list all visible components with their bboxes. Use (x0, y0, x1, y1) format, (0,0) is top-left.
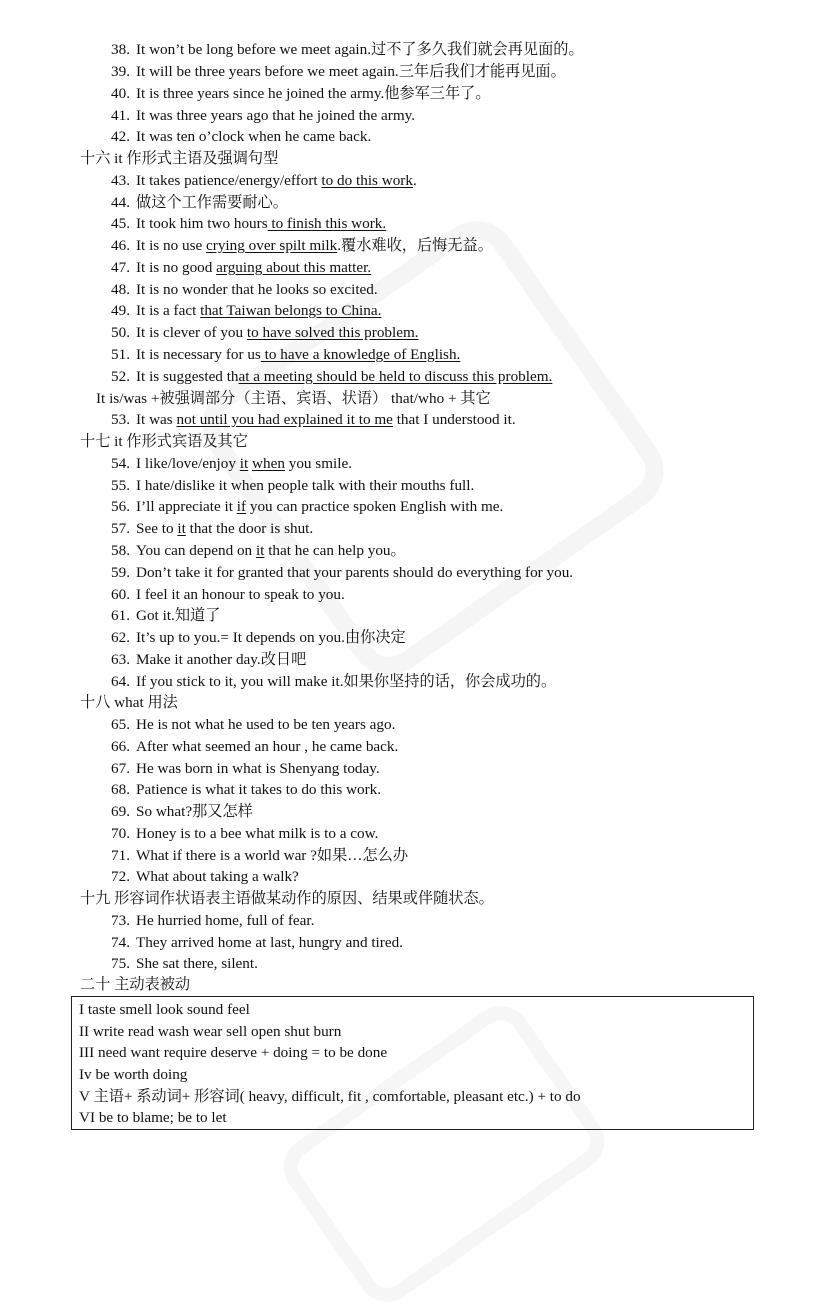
watermark-shape (187, 205, 680, 690)
box-line: VI be to blame; be to let (79, 1109, 227, 1126)
section-heading-19: 十九 形容词作状语表主语做某动作的原因、结果或伴随状态。 (80, 890, 494, 907)
list-item: 56. I’ll appreciate it if you can practice spoken English with me. (111, 498, 504, 515)
list-item: 50. It is clever of you to have solved this problem. (111, 324, 419, 341)
list-item: 67. He was born in what is Shenyang today. (111, 760, 380, 777)
passive-meaning-box (71, 996, 754, 1130)
list-item: 48. It is no wonder that he looks so excited. (111, 281, 378, 298)
list-item: 53. It was not until you had explained it to me that I understood it. (111, 411, 516, 428)
list-item: 38. It won’t be long before we meet again.过不了多久我们就会再见面的。 (111, 41, 584, 58)
list-item: 68. Patience is what it takes to do this work. (111, 781, 382, 798)
list-item: 51. It is necessary for us to have a knowledge of English. (111, 346, 461, 363)
section-heading-18: 十八 what 用法 (80, 694, 178, 711)
list-item: 64. If you stick to it, you will make it.如果你坚持的话，你会成功的。 (111, 673, 557, 690)
list-item: 40. It is three years since he joined the army.他参军三年了。 (111, 85, 491, 102)
list-item: 66. After what seemed an hour , he came back. (111, 738, 399, 755)
list-item: 60. I feel it an honour to speak to you. (111, 586, 345, 603)
list-item: 59. Don’t take it for granted that your parents should do everything for you. (111, 564, 574, 581)
section-heading-17: 十七 it 作形式宾语及其它 (80, 433, 248, 450)
list-item: 44. 做这个工作需要耐心。 (111, 194, 288, 211)
list-item: 43. It takes patience/energy/effort to do this work. (111, 172, 417, 189)
section-heading-16: 十六 it 作形式主语及强调句型 (80, 150, 279, 167)
box-line: III need want require deserve + doing = to be done (79, 1044, 388, 1061)
emphasis-pattern: It is/was +被强调部分（主语、宾语、状语） that/who + 其它 (96, 390, 491, 407)
list-item: 74. They arrived home at last, hungry and tired. (111, 934, 403, 951)
list-item: 62. It’s up to you.= It depends on you.由你决定 (111, 629, 406, 646)
list-item: 47. It is no good arguing about this matter. (111, 259, 372, 276)
list-item: 55. I hate/dislike it when people talk with their mouths full. (111, 477, 475, 494)
list-item: 41. It was three years ago that he joined the army. (111, 107, 416, 124)
list-item: 45. It took him two hours to finish this work. (111, 215, 387, 232)
list-item: 58. You can depend on it that he can help you。 (111, 542, 406, 559)
list-item: 71. What if there is a world war ?如果…怎么办 (111, 847, 409, 864)
list-item: 39. It will be three years before we meet again.三年后我们才能再见面。 (111, 63, 566, 80)
list-item: 73. He hurried home, full of fear. (111, 912, 315, 929)
box-line: Iv be worth doing (79, 1066, 188, 1083)
list-item: 61. Got it.知道了 (111, 607, 221, 624)
list-item: 70. Honey is to a bee what milk is to a cow. (111, 825, 379, 842)
list-item: 49. It is a fact that Taiwan belongs to China. (111, 302, 382, 319)
list-item: 63. Make it another day.改日吧 (111, 651, 307, 668)
list-item: 46. It is no use crying over spilt milk.覆水难收，后悔无益。 (111, 237, 493, 254)
box-line: II write read wash wear sell open shut burn (79, 1023, 342, 1040)
box-line: I taste smell look sound feel (79, 1001, 250, 1018)
list-item: 75. She sat there, silent. (111, 955, 258, 972)
list-item: 52. It is suggested that a meeting should be held to discuss this problem. (111, 368, 553, 385)
box-line: V 主语+ 系动词+ 形容词( heavy, difficult, fit , comfortable, pleasant etc.) + to do (79, 1088, 581, 1105)
list-item: 42. It was ten o’clock when he came back. (111, 128, 372, 145)
list-item: 65. He is not what he used to be ten years ago. (111, 716, 396, 733)
section-heading-20: 二十 主动表被动 (80, 976, 191, 993)
list-item: 72. What about taking a walk? (111, 868, 299, 885)
list-item: 69. So what?那又怎样 (111, 803, 253, 820)
list-item: 54. I like/love/enjoy it when you smile. (111, 455, 352, 472)
list-item: 57. See to it that the door is shut. (111, 520, 314, 537)
